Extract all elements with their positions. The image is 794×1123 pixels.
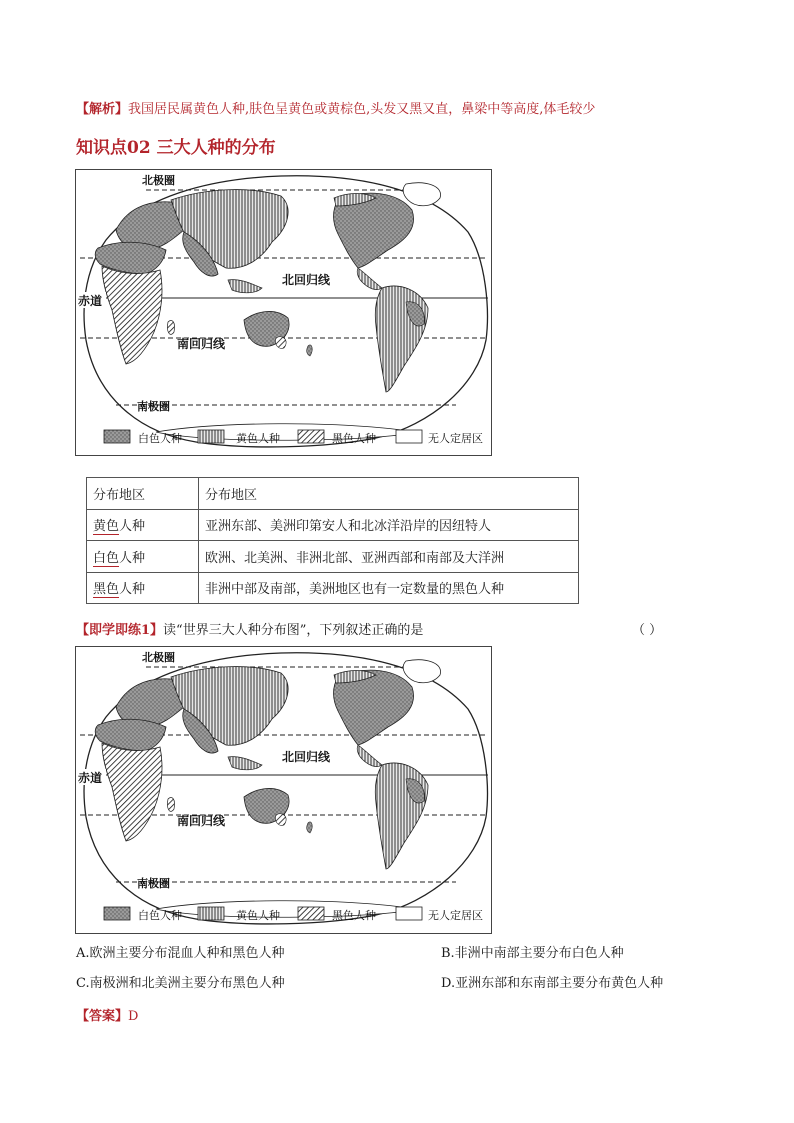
table-header-cell: 分布地区: [87, 478, 199, 510]
option-b: B.非洲中南部主要分布白色人种: [441, 946, 624, 961]
option-d: D.亚洲东部和东南部主要分布黄色人种: [441, 976, 664, 991]
race-name-suffix: 人种: [119, 550, 146, 566]
tropic-capricorn-label: 南回归线: [177, 814, 226, 828]
race-name-suffix: 人种: [119, 582, 146, 598]
table-row: [87, 572, 579, 604]
legend-white-label: 白色人种: [138, 910, 182, 922]
race-name-link: 白色: [93, 550, 120, 566]
legend-black-label: 黑色人种: [332, 910, 376, 922]
legend-black-label: 黑色人种: [332, 433, 376, 445]
analysis-text: 我国居民属黄色人种,肤色呈黄色或黄棕色,头发又黑又直，鼻梁中等高度,体毛较少: [128, 102, 596, 117]
answer-value: D: [128, 1009, 139, 1024]
table-header-row: [87, 478, 579, 510]
legend-black-swatch: [298, 430, 324, 443]
legend-uninhabited-label: 无人定居区: [428, 910, 483, 922]
option-a: A.欧洲主要分布混血人种和黑色人种: [76, 946, 285, 961]
region-cell: 非洲中部及南部，美洲地区也有一定数量的黑色人种: [199, 572, 579, 604]
race-name-cell: [87, 541, 199, 573]
section-title: 知识点02 三大人种的分布: [76, 138, 276, 158]
analysis-line: [76, 101, 595, 119]
answer-bracket: （ ）: [632, 623, 663, 638]
race-name-cell: [87, 509, 199, 541]
map-svg: [76, 647, 491, 933]
legend-black-swatch: [298, 907, 324, 920]
region-cell: 亚洲东部、美洲印第安人和北冰洋沿岸的因纽特人: [199, 509, 579, 541]
legend-uninhabited-swatch: [396, 907, 422, 920]
equator-label: 赤道: [78, 771, 103, 785]
race-distribution-table: [86, 477, 579, 604]
tropic-capricorn-label: 南回归线: [177, 337, 226, 351]
map-svg: [76, 170, 491, 456]
madagascar: [167, 320, 174, 334]
legend-uninhabited-swatch: [396, 430, 422, 443]
south-pole-label: 南极圈: [137, 401, 170, 413]
north-pole-label: 北极圈: [142, 652, 175, 664]
world-race-map: [75, 169, 492, 456]
race-name-suffix: 人种: [119, 519, 146, 535]
madagascar: [167, 797, 174, 811]
legend-yellow-label: 黄色人种: [236, 910, 280, 922]
answer-tag: 【答案】: [76, 1009, 129, 1024]
legend-yellow-swatch: [198, 430, 224, 443]
table-row: [87, 541, 579, 573]
table-row: [87, 509, 579, 541]
legend-yellow-swatch: [198, 907, 224, 920]
race-name-link: 黄色: [93, 519, 120, 535]
option-c: C.南极洲和北美洲主要分布黑色人种: [76, 976, 285, 991]
legend-white-swatch: [104, 430, 130, 443]
tropic-cancer-label: 北回归线: [282, 750, 331, 764]
practice-question-text: 读“世界三大人种分布图”，下列叙述正确的是: [163, 623, 424, 638]
world-race-map: [75, 646, 492, 934]
practice-tag: 【即学即练1】: [76, 623, 164, 638]
answer-line: [76, 1008, 138, 1026]
analysis-tag: 【解析】: [76, 102, 129, 117]
practice-question: [76, 622, 423, 640]
equator-label: 赤道: [78, 294, 103, 308]
north-pole-label: 北极圈: [142, 175, 175, 187]
legend-white-label: 白色人种: [138, 433, 182, 445]
table-header-cell: 分布地区: [199, 478, 579, 510]
south-pole-label: 南极圈: [137, 878, 170, 890]
tropic-cancer-label: 北回归线: [282, 273, 331, 287]
legend-uninhabited-label: 无人定居区: [428, 433, 483, 445]
race-name-link: 黑色: [93, 582, 120, 598]
legend-white-swatch: [104, 907, 130, 920]
race-name-cell: [87, 572, 199, 604]
legend-yellow-label: 黄色人种: [236, 433, 280, 445]
region-cell: 欧洲、北美洲、非洲北部、亚洲西部和南部及大洋洲: [199, 541, 579, 573]
